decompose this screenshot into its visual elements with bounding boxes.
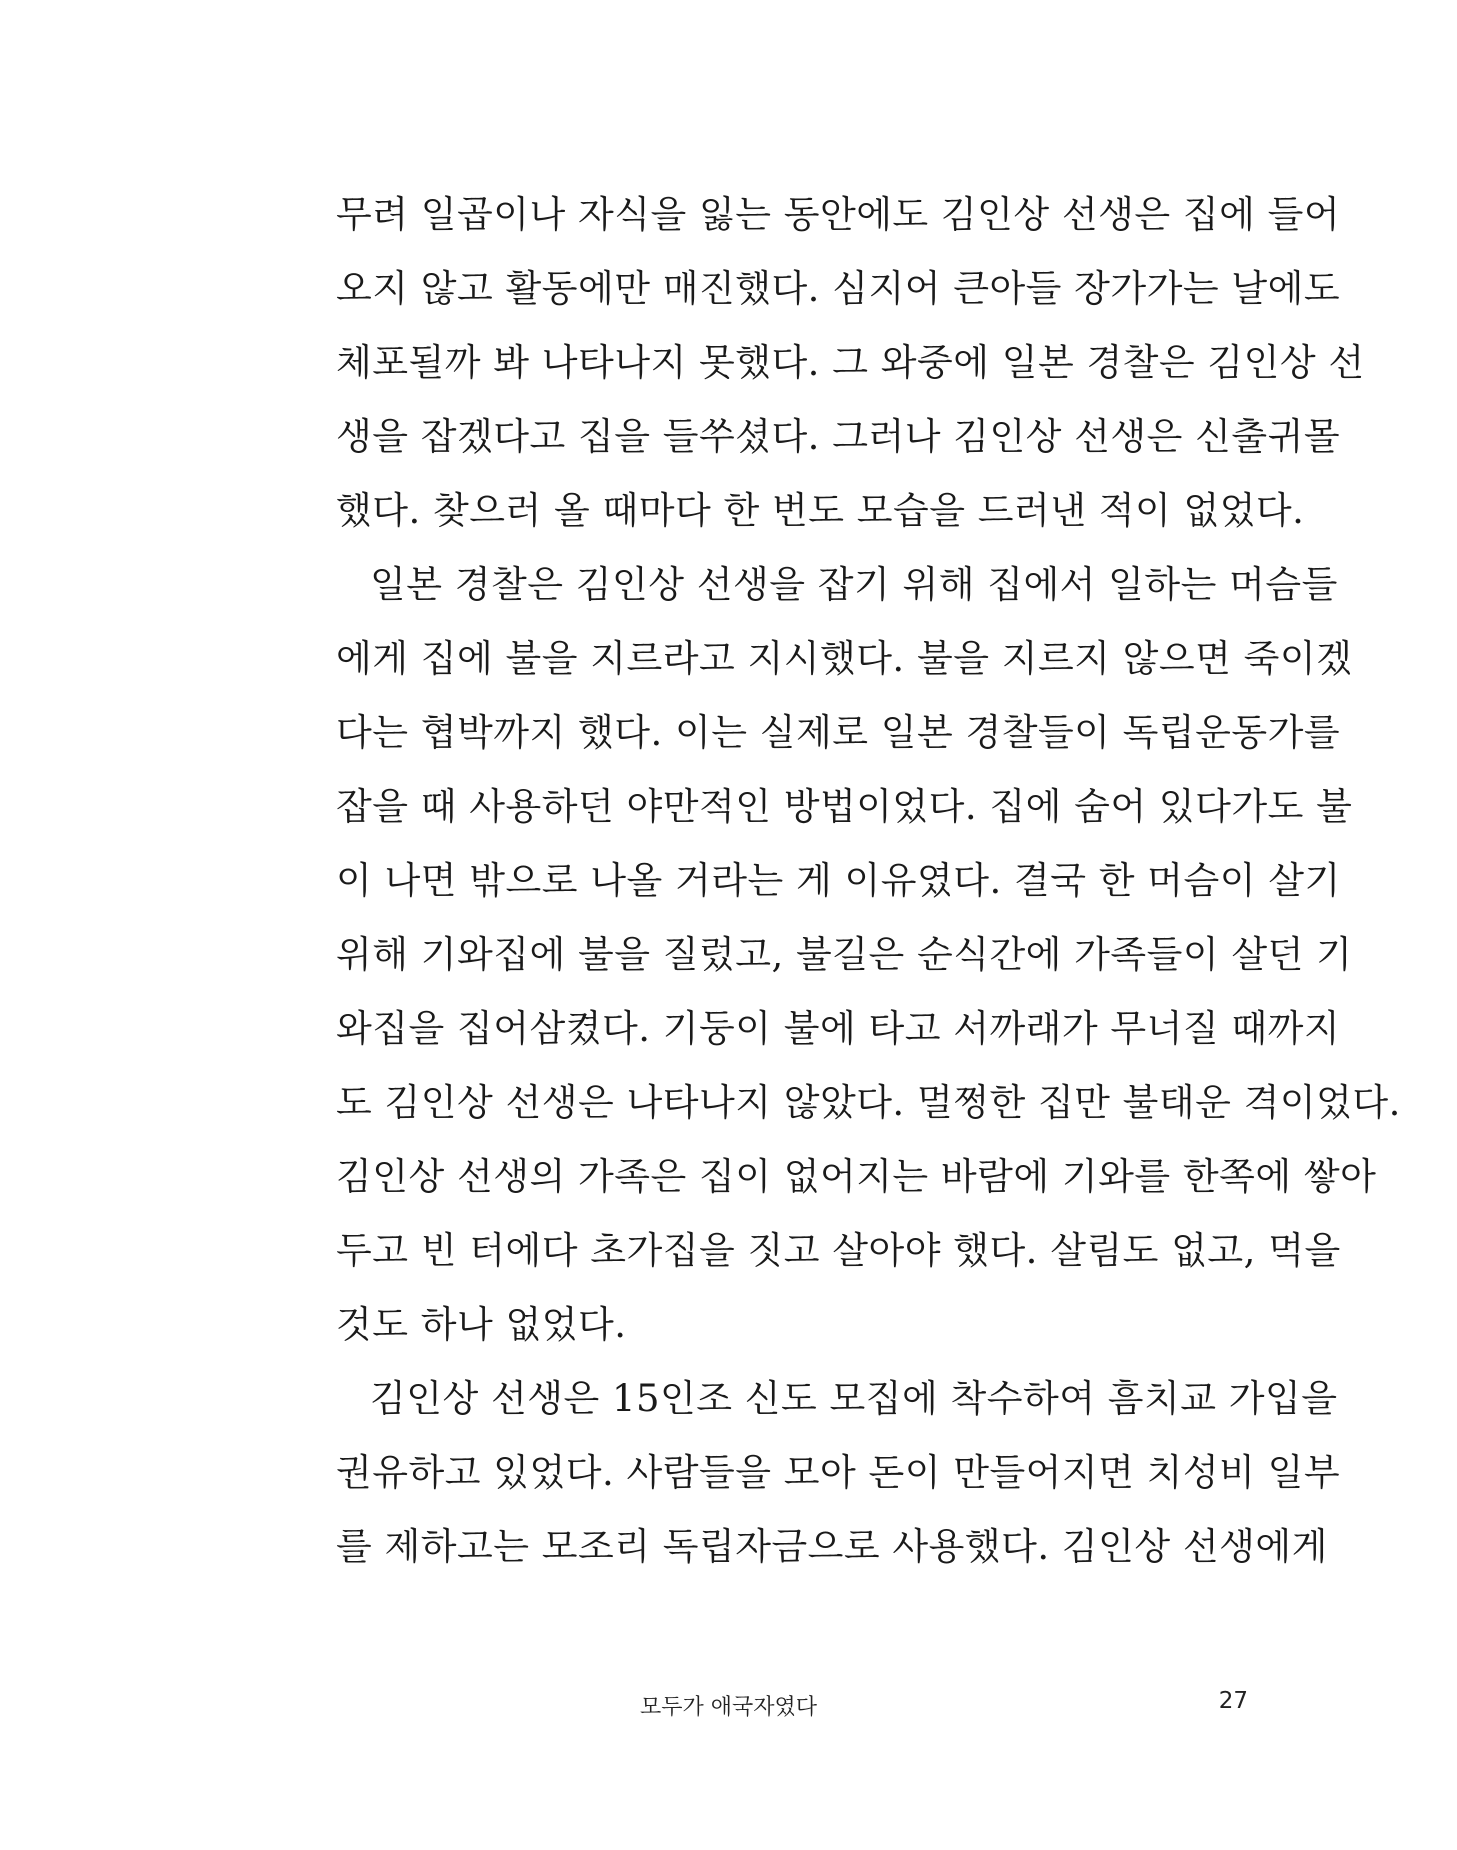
text-line: 를 제하고는 모조리 독립자금으로 사용했다. 김인상 선생에게 [336,1525,1328,1568]
page-number: 27 [1218,1688,1248,1714]
text-line: 무려 일곱이나 자식을 잃는 동안에도 김인상 선생은 집에 들어 [336,193,1341,236]
text-line: 김인상 선생은 15인조 신도 모집에 착수하여 흠치교 가입을 [370,1377,1338,1420]
text-line: 위해 기와집에 불을 질렀고, 불길은 순식간에 가족들이 살던 기 [336,933,1353,976]
text-line: 일본 경찰은 김인상 선생을 잡기 위해 집에서 일하는 머슴들 [370,563,1338,606]
text-line: 것도 하나 없었다. [336,1303,627,1346]
text-line: 오지 않고 활동에만 매진했다. 심지어 큰아들 장가가는 날에도 [336,267,1341,310]
footer-book-title: 모두가 애국자였다 [639,1695,817,1720]
page-body [336,178,1401,1584]
text-line: 잡을 때 사용하던 야만적인 방법이었다. 집에 숨어 있다가도 불 [336,785,1353,828]
text-line: 이 나면 밖으로 나올 거라는 게 이유였다. 결국 한 머슴이 살기 [336,859,1341,902]
text-line: 다는 협박까지 했다. 이는 실제로 일본 경찰들이 독립운동가를 [336,711,1341,754]
text-line: 도 김인상 선생은 나타나지 않았다. 멀쩡한 집만 불태운 격이었다. [336,1081,1401,1124]
text-line: 에게 집에 불을 지르라고 지시했다. 불을 지르지 않으면 죽이겠 [336,637,1353,680]
text-line: 권유하고 있었다. 사람들을 모아 돈이 만들어지면 치성비 일부 [336,1451,1341,1494]
text-line: 체포될까 봐 나타나지 못했다. 그 와중에 일본 경찰은 김인상 선 [336,341,1365,384]
text-line: 생을 잡겠다고 집을 들쑤셨다. 그러나 김인상 선생은 신출귀몰 [336,415,1341,458]
text-line: 두고 빈 터에다 초가집을 짓고 살아야 했다. 살림도 없고, 먹을 [336,1229,1341,1272]
text-line: 했다. 찾으러 올 때마다 한 번도 모습을 드러낸 적이 없었다. [336,489,1305,532]
text-line: 와집을 집어삼켰다. 기둥이 불에 타고 서까래가 무너질 때까지 [336,1007,1341,1050]
text-line: 김인상 선생의 가족은 집이 없어지는 바람에 기와를 한쪽에 쌓아 [336,1155,1377,1198]
